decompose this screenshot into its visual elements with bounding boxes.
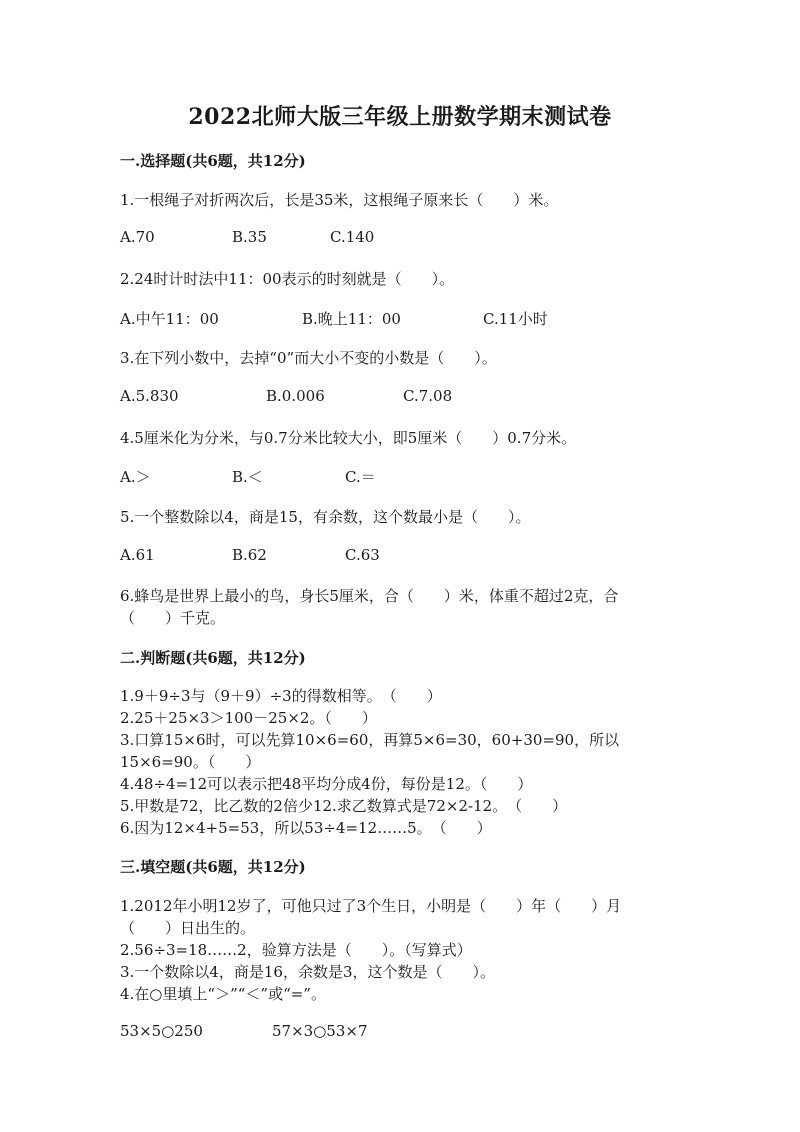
question-text: 1.一根绳子对折两次后，长是35米，这根绳子原来长（ ）米。 (120, 191, 559, 209)
option-a: A.70 (120, 228, 155, 246)
option-c: C.63 (345, 546, 380, 564)
option-b: B.＜ (232, 468, 263, 486)
question-text: 6.蜂鸟是世界上最小的鸟，身长5厘米，合（ ）米，体重不超过2克，合 (120, 587, 619, 605)
judgement-item: 5.甲数是72，比乙数的2倍少12.求乙数算式是72×2-12。 （ ） (120, 797, 568, 815)
fill-item: 4.在○里填上“＞”“＜”或“=”。 (120, 985, 326, 1003)
option-c: C.7.08 (403, 387, 453, 405)
option-a: A.中午11：00 (120, 310, 219, 328)
option-b: B.晚上11：00 (302, 310, 401, 328)
section-heading-judgement: 二.判断题(共6题，共12分) (120, 649, 306, 667)
judgement-item: 6.因为12×4+5=53，所以53÷4=12……5。 （ ） (120, 819, 492, 837)
option-c: C.＝ (345, 468, 376, 486)
option-b: B.62 (232, 546, 267, 564)
judgement-item: 2.25＋25×3＞100－25×2。（ ） (120, 709, 377, 727)
option-b: B.35 (232, 228, 267, 246)
compare-expression: 53×5○250 (120, 1022, 203, 1040)
compare-expression: 57×3○53×7 (272, 1022, 368, 1040)
fill-item: 1.2012年小明12岁了，可他只过了3个生日，小明是（ ）年（ ）月 (120, 897, 622, 915)
fill-item: 2.56÷3=18……2，验算方法是（ ）。（写算式） (120, 941, 472, 959)
judgement-item: 4.48÷4=12可以表示把48平均分成4份，每份是12。（ ） (120, 775, 533, 793)
fill-item: 3.一个数除以4，商是16，余数是3，这个数是（ ）。 (120, 963, 495, 981)
judgement-item-continued: 15×6=90。（ ） (120, 753, 261, 771)
page-title: 2022北师大版三年级上册数学期末测试卷 (188, 104, 612, 130)
section-heading-fill: 三.填空题(共6题，共12分) (120, 858, 306, 876)
option-a: A.61 (120, 546, 155, 564)
option-a: A.5.830 (120, 387, 179, 405)
option-a: A.＞ (120, 468, 151, 486)
option-b: B.0.006 (266, 387, 325, 405)
fill-item-continued: （ ）日出生的。 (120, 919, 256, 937)
option-c: C.11小时 (483, 310, 548, 328)
judgement-item: 1.9＋9÷3与（9＋9）÷3的得数相等。 （ ） (120, 687, 442, 705)
section-heading-choice: 一.选择题(共6题，共12分) (120, 152, 306, 170)
option-c: C.140 (330, 228, 375, 246)
question-text: 4.5厘米化为分米，与0.7分米比较大小，即5厘米（ ）0.7分米。 (120, 429, 577, 447)
question-text: 5.一个整数除以4，商是15，有余数，这个数最小是（ ）。 (120, 508, 531, 526)
judgement-item: 3.口算15×6时，可以先算10×6=60，再算5×6=30，60+30=90，所以 (120, 731, 620, 749)
question-text: 2.24时计时法中11：00表示的时刻就是（ ）。 (120, 270, 455, 288)
question-text: 3.在下列小数中，去掉“0”而大小不变的小数是（ ）。 (120, 349, 497, 367)
question-text-continued: （ ）千克。 (120, 609, 226, 627)
